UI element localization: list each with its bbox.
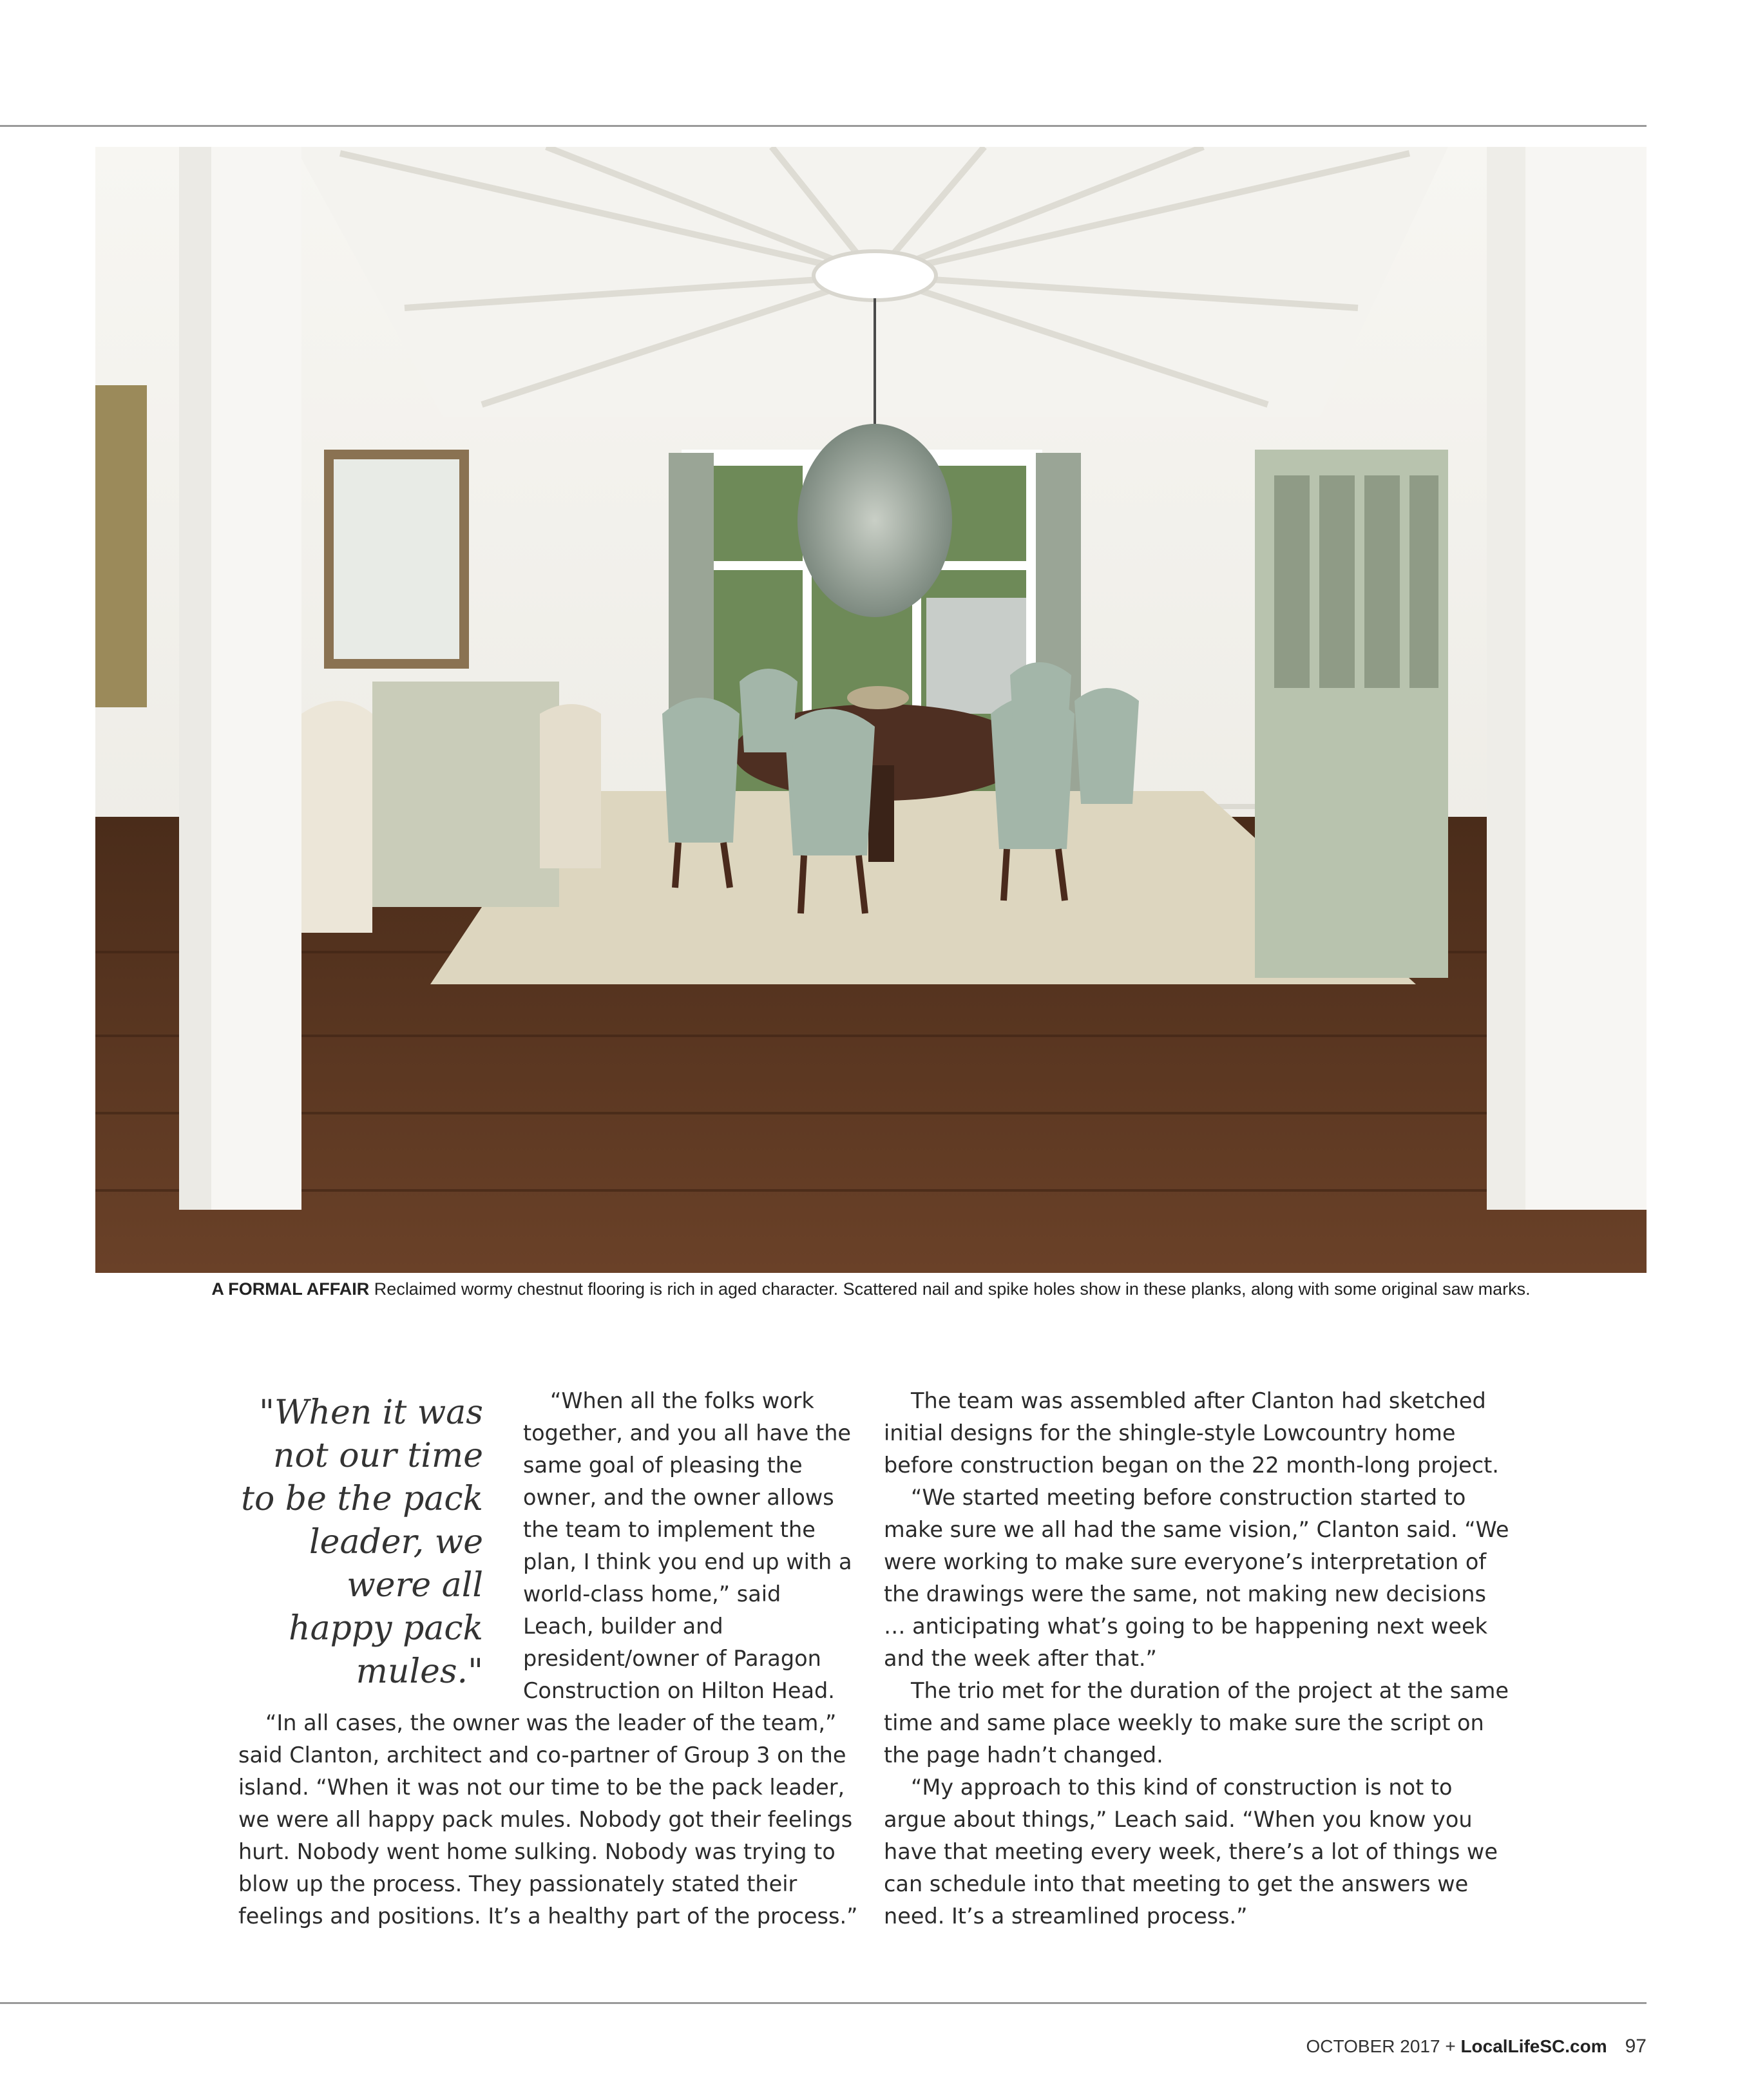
page-footer <box>1306 2036 1647 2057</box>
caption-text: Reclaimed wormy chestnut flooring is rich in aged character. Scattered nail and spike holes show in these planks, along with some original saw marks. <box>369 1279 1531 1299</box>
top-rule <box>0 125 1647 127</box>
column-1-top <box>523 1385 858 1707</box>
caption-lead: A FORMAL AFFAIR <box>211 1279 370 1299</box>
paragraph: The team was assembled after Clanton had sketched initial designs for the shingle-style Lowcountry home before construction began on the 22 month-long project. <box>884 1388 1499 1478</box>
column-2 <box>884 1385 1512 1933</box>
dining-room-photo <box>95 147 1647 1273</box>
column-1-bottom <box>238 1707 858 1933</box>
paragraph: The trio met for the duration of the project at the same time and same place weekly to make sure the script on the page hadn’t changed. <box>884 1678 1509 1768</box>
paragraph: “When all the folks work together, and you all have the same goal of pleasing the owner, and the owner allows the team to implement the plan, I think you end up with a world-class home,” said Leach, builder and president/owner of Paragon Construction on Hilton Head. <box>523 1388 852 1703</box>
footer-site: LocalLifeSC.com <box>1460 2036 1607 2056</box>
paragraph: “In all cases, the owner was the leader of the team,” said Clanton, architect and co-partner of Group 3 on the island. “When it was not our time to be the pack leader, we were all happy pack mules. Nobody got their feelings hurt. Nobody went home sulking. Nobody was trying to blow up the process. They passionately stated their feelings and positions. It’s a healthy part of the process.” <box>238 1710 858 1929</box>
footer-date: OCTOBER 2017 + <box>1306 2036 1461 2056</box>
dining-room-illustration <box>95 147 1647 1273</box>
paragraph: “My approach to this kind of construction is not to argue about things,” Leach said. “When you know you have that meeting every week, there’s a lot of things we can schedule into that meeting to get the answers we need. It’s a streamlined process.” <box>884 1775 1498 1929</box>
pull-quote: "When it was not our time to be the pack leader, we were all happy pack mules." <box>241 1393 483 1691</box>
photo-caption <box>95 1279 1647 1299</box>
paragraph: “We started meeting before construction started to make sure we all had the same vision,” Clanton said. “We were working to make sure everyone’s interpretation of the drawings were the same, not making new decisions … anticipating what’s going to be happening next week and the week after that.” <box>884 1485 1509 1671</box>
page-number: 97 <box>1625 2036 1647 2057</box>
bottom-rule <box>0 2002 1647 2004</box>
